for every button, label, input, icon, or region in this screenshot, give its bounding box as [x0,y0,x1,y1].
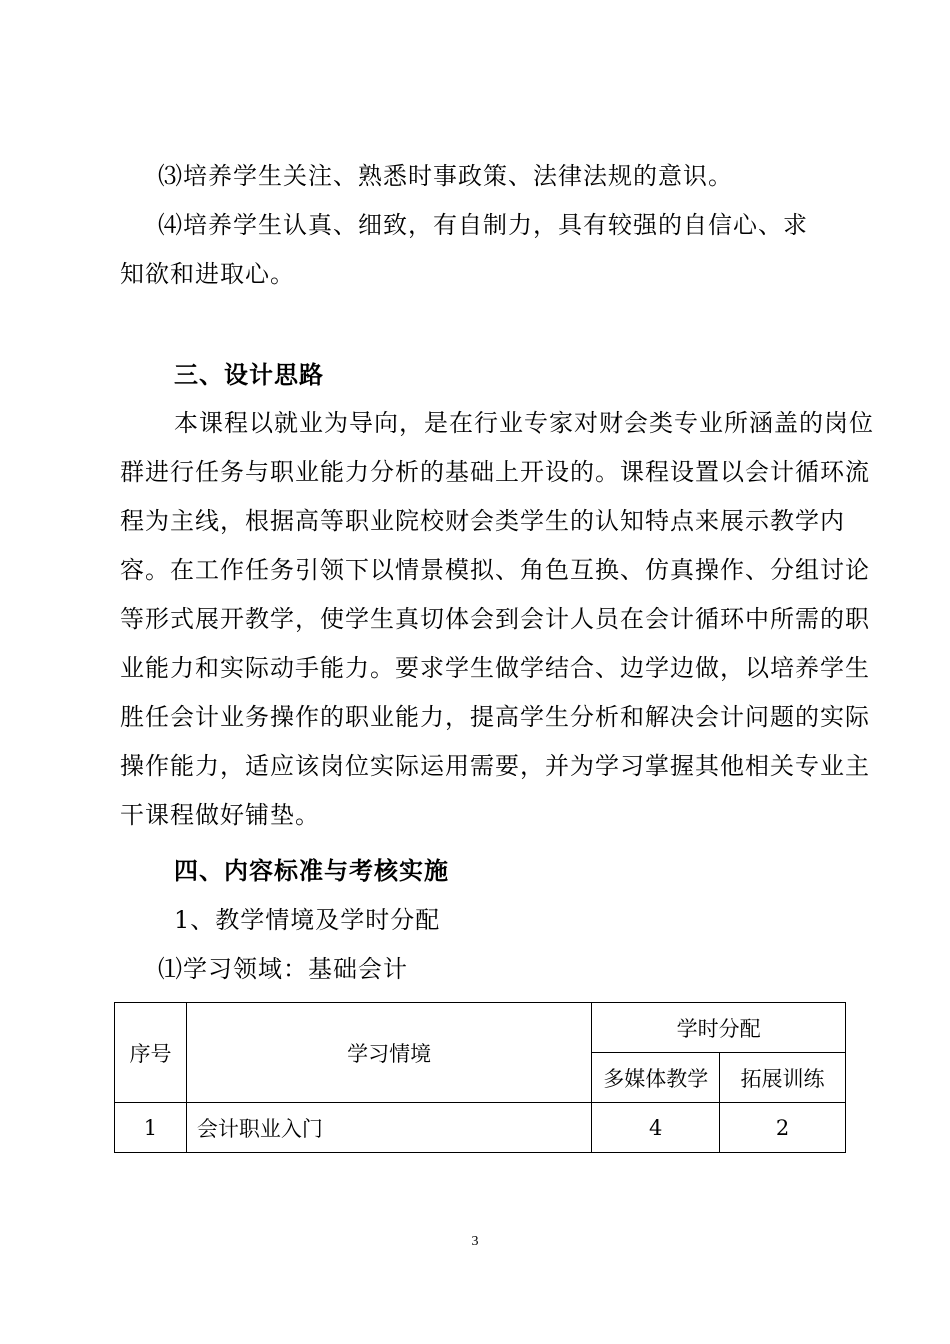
header-situation: 学习情境 [186,1003,591,1103]
header-index: 序号 [115,1003,187,1103]
objective-item-4-line-2: 知欲和进取心。 [120,260,295,288]
paragraph-line: 操作能力，适应该岗位实际运用需要，并为学习掌握其他相关专业主 [120,752,870,780]
paragraph-line: 群进行任务与职业能力分析的基础上开设的。课程设置以会计循环流 [120,458,870,486]
paragraph-line: 等形式展开教学，使学生真切体会到会计人员在会计循环中所需的职 [120,605,870,633]
header-extension: 拓展训练 [720,1053,846,1103]
row-situation: 会计职业入门 [186,1103,591,1153]
page-number: 3 [471,1234,479,1249]
paragraph-line: 干课程做好铺垫。 [120,801,320,829]
header-hours: 学时分配 [592,1003,846,1053]
paragraph-line: 程为主线，根据高等职业院校财会类学生的认知特点来展示教学内 [120,507,845,535]
paragraph-line: 容。在工作任务引领下以情景模拟、角色互换、仿真操作、分组讨论 [120,556,870,584]
row-extension: 2 [720,1103,846,1153]
teaching-situation-table [114,1002,846,1153]
section-four-heading: 四、内容标准与考核实施 [174,856,449,885]
table-header-row [115,1003,846,1053]
objective-item-4-line-1: ⑷培养学生认真、细致，有自制力，具有较强的自信心、求 [158,211,808,239]
paragraph-line: 胜任会计业务操作的职业能力，提高学生分析和解决会计问题的实际 [120,703,870,731]
learning-area-label: ⑴学习领域：基础会计 [158,955,408,983]
paragraph-line: 业能力和实际动手能力。要求学生做学结合、边学边做，以培养学生 [120,654,870,682]
row-multimedia: 4 [592,1103,720,1153]
header-multimedia: 多媒体教学 [592,1053,720,1103]
paragraph-line: 本课程以就业为导向，是在行业专家对财会类专业所涵盖的岗位 [174,409,874,437]
row-index: 1 [115,1103,187,1153]
objective-item-3: ⑶培养学生关注、熟悉时事政策、法律法规的意识。 [158,162,733,190]
section-three-heading: 三、设计思路 [174,360,324,389]
table-row [115,1103,846,1153]
section-four-subheading: 1、教学情境及学时分配 [174,906,441,934]
